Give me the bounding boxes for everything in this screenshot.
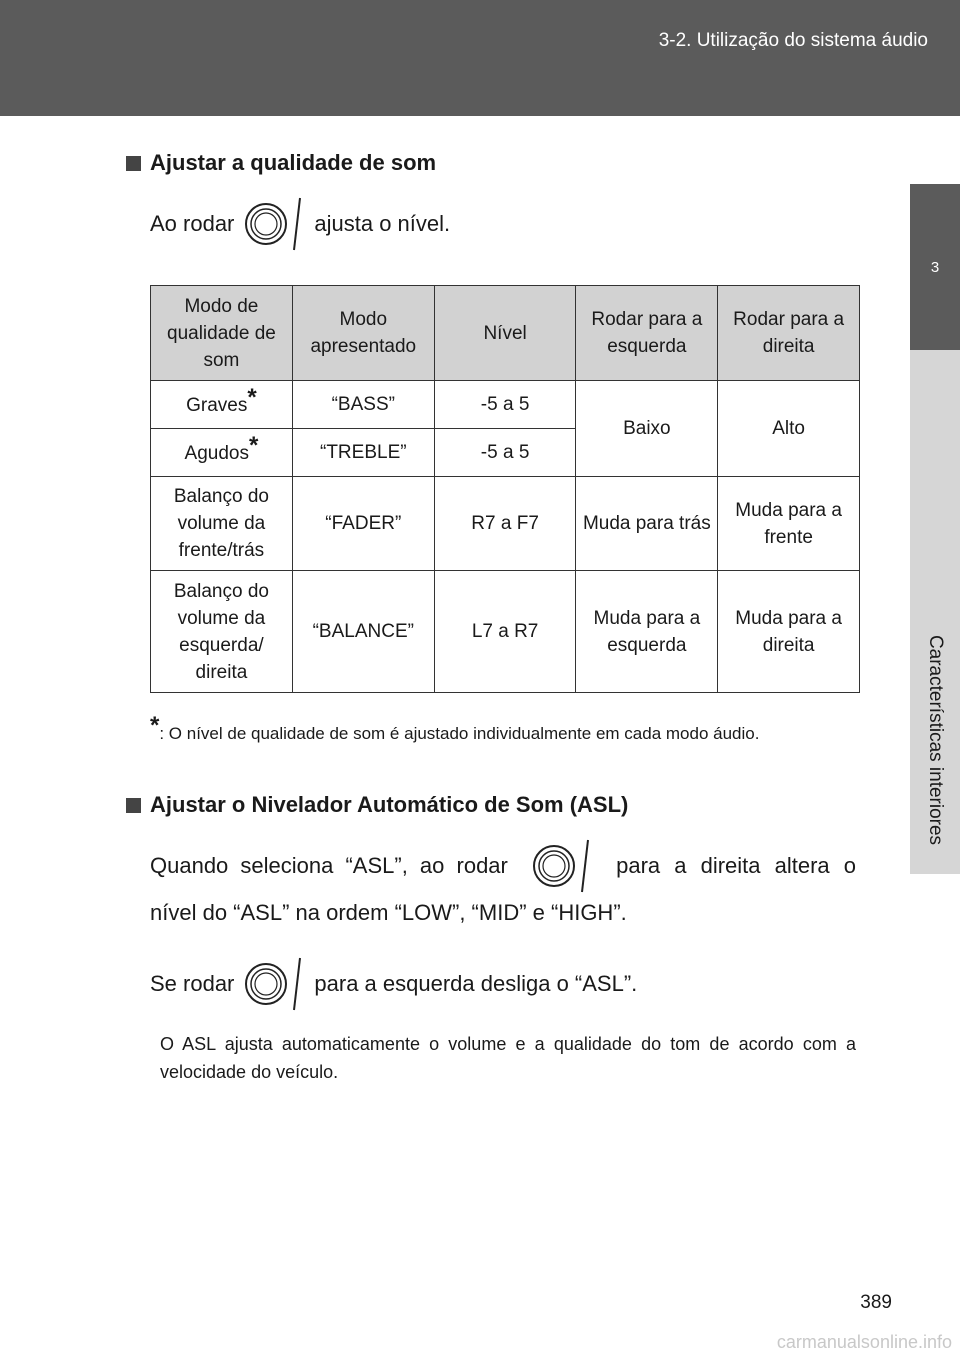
mode-text: Agudos <box>184 443 249 464</box>
table-cell: Muda para a frente <box>718 477 860 571</box>
instruction-line-2 <box>150 838 856 894</box>
sound-quality-table <box>150 285 860 693</box>
column-header: Nível <box>434 286 576 381</box>
table-row <box>151 381 860 429</box>
column-header: Rodar para a direita <box>718 286 860 381</box>
text-before-knob: Ao rodar <box>150 211 235 236</box>
chapter-number: 3 <box>910 184 960 350</box>
text-before-knob: Se rodar <box>150 971 235 996</box>
footnote-asterisk: * <box>150 712 160 739</box>
text-after-knob: para a direita altera o <box>616 853 856 878</box>
column-header: Rodar para a esquerda <box>576 286 718 381</box>
table-cell-merged: Baixo <box>576 381 718 477</box>
text-after-knob: ajusta o nível. <box>314 211 451 236</box>
table-cell: -5 a 5 <box>434 429 576 477</box>
table-cell: -5 a 5 <box>434 381 576 429</box>
asl-description: O ASL ajusta automaticamente o volume e a qualidade do tom de acordo com a velocidade do veículo. <box>160 1034 856 1082</box>
table-cell: “TREBLE” <box>292 429 434 477</box>
table-cell-merged: Alto <box>718 381 860 477</box>
page-number: 389 <box>860 1292 892 1313</box>
square-bullet-icon <box>126 798 141 813</box>
table-cell: Balanço do volume da esquerda/ direita <box>151 571 293 693</box>
table-cell: “FADER” <box>292 477 434 571</box>
asterisk-mark: * <box>247 384 257 411</box>
table-row <box>151 477 860 571</box>
table-cell: R7 a F7 <box>434 477 576 571</box>
footnote <box>150 712 856 747</box>
text-after-knob: para a esquerda desliga o “ASL”. <box>314 971 638 996</box>
heading-text: Ajustar a qualidade de som <box>150 150 437 175</box>
footnote-text: : O nível de qualidade de som é ajustado individualmente em cada modo áudio. <box>159 724 760 743</box>
heading-text: Ajustar o Nivelador Automático de Som (ASL) <box>150 792 629 817</box>
section-heading-asl <box>126 792 628 818</box>
page-header <box>0 0 960 116</box>
instruction-line-3: nível do “ASL” na ordem “LOW”, “MID” e “HIGH”. <box>150 900 627 925</box>
mode-text: Graves <box>186 395 248 416</box>
chapter-label: Características interiores <box>925 634 946 846</box>
table-cell: Balanço do volume da frente/trás <box>151 477 293 571</box>
table-cell: “BASS” <box>292 381 434 429</box>
tune-knob-icon <box>530 838 594 894</box>
section-heading-sound-quality <box>126 150 436 176</box>
column-header: Modo apresentado <box>292 286 434 381</box>
table-cell: “BALANCE” <box>292 571 434 693</box>
asterisk-mark: * <box>248 432 259 459</box>
watermark: carmanualsonline.info <box>776 1332 952 1352</box>
tune-knob-icon <box>242 956 306 1012</box>
tune-knob-icon <box>242 196 306 252</box>
table-cell: Muda para a esquerda <box>576 571 718 693</box>
table-cell <box>151 429 293 477</box>
table-header-row <box>151 286 860 381</box>
table-row <box>151 571 860 693</box>
table-cell: Muda para trás <box>576 477 718 571</box>
text-before-knob: Quando seleciona “ASL”, ao rodar <box>150 853 508 878</box>
column-header: Modo de qualidade de som <box>151 286 293 381</box>
table-cell: Muda para a direita <box>718 571 860 693</box>
square-bullet-icon <box>126 156 141 171</box>
instruction-line-1 <box>150 196 450 252</box>
table-cell <box>151 381 293 429</box>
table-cell: L7 a R7 <box>434 571 576 693</box>
instruction-line-4 <box>150 956 637 1012</box>
header-title: 3-2. Utilização do sistema áudio <box>658 30 928 51</box>
